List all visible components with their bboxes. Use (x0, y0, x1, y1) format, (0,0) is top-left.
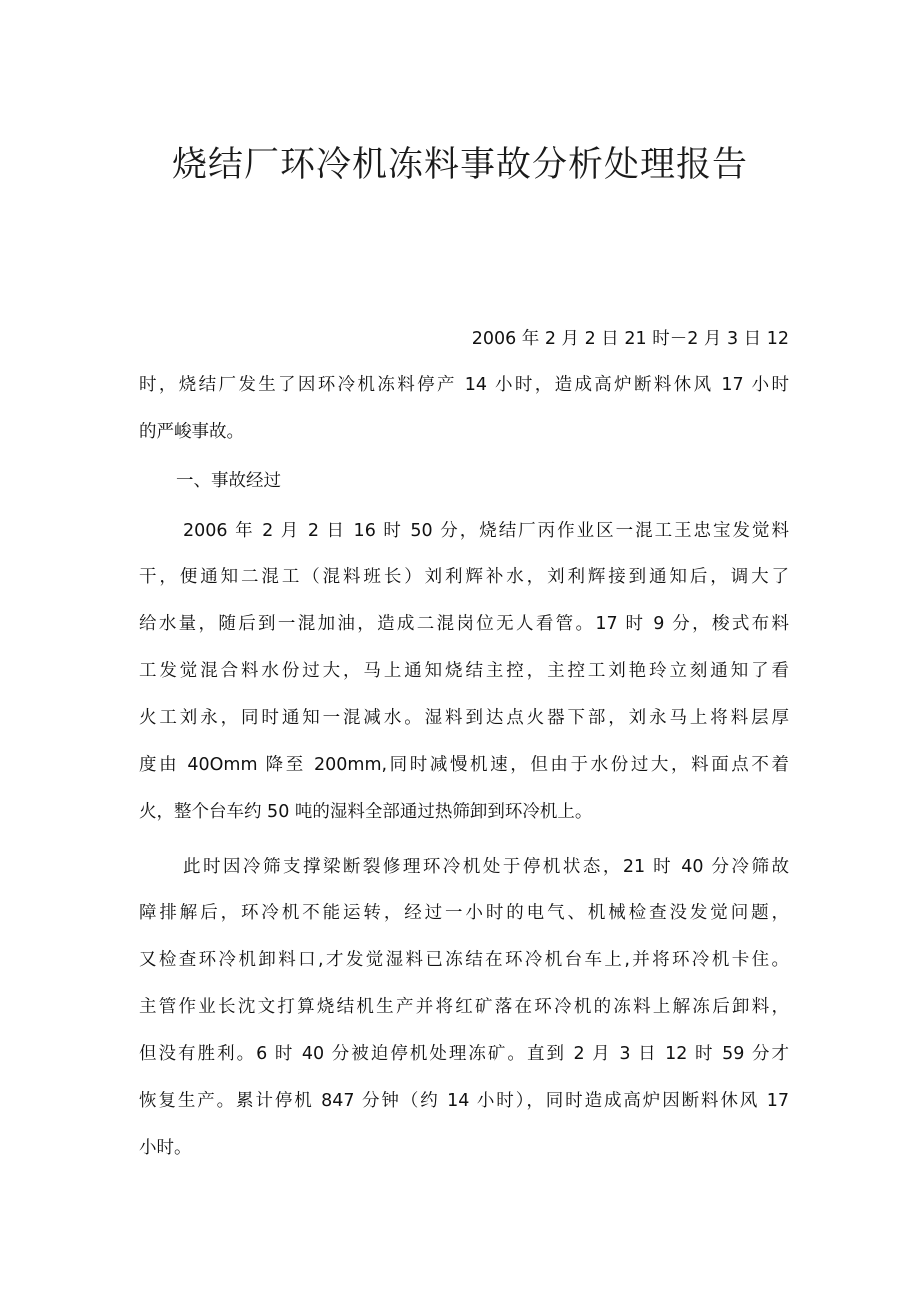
section1-heading: 一、事故经过 (176, 471, 281, 491)
intro-line-2: 时，烧结厂发生了因环冷机冻料停产 14 小时，造成高炉断料休风 17 小时 (139, 375, 789, 395)
intro-line-3: 的严峻事故。 (139, 422, 244, 442)
para2-line-1: 此时因冷筛支撑梁断裂修理环冷机处于停机状态，21 时 40 分冷筛故 (183, 857, 789, 877)
para1-line-2: 干，便通知二混工（混料班长）刘利辉补水，刘利辉接到通知后，调大了 (139, 567, 789, 587)
para2-line-6: 恢复生产。累计停机 847 分钟（约 14 小时），同时造成高炉因断料休风 17 (139, 1091, 789, 1111)
para1-line-6: 度由 40Omm 降至 200mm,同时减慢机速，但由于水份过大，料面点不着 (139, 755, 789, 775)
para1-line-1: 2006 年 2 月 2 日 16 时 50 分，烧结厂丙作业区一混工王忠宝发觉料 (183, 521, 789, 541)
para2-line-5: 但没有胜利。6 时 40 分被迫停机处理冻矿。直到 2 月 3 日 12 时 59 分才 (139, 1044, 789, 1064)
para1-line-3: 给水量，随后到一混加油，造成二混岗位无人看管。17 时 9 分，梭式布料 (139, 614, 789, 634)
intro-line-1: 2006 年 2 月 2 日 21 时－2 月 3 日 12 (471, 329, 789, 349)
para2-line-7: 小时。 (139, 1138, 192, 1158)
para2-line-4: 主管作业长沈文打算烧结机生产并将红矿落在环冷机的冻料上解冻后卸料， (139, 997, 789, 1017)
document-title: 烧结厂环冷机冻料事故分析处理报告 (171, 145, 748, 185)
para1-line-7: 火，整个台车约 50 吨的湿料全部通过热筛卸到环冷机上。 (139, 802, 593, 822)
para1-line-4: 工发觉混合料水份过大，马上通知烧结主控，主控工刘艳玲立刻通知了看 (139, 661, 789, 681)
para2-line-2: 障排解后，环冷机不能运转，经过一小时的电气、机械检查没发觉问题， (139, 903, 789, 923)
para2-line-3: 又检查环冷机卸料口,才发觉湿料已冻结在环冷机台车上,并将环冷机卡住。 (139, 950, 789, 970)
para1-line-5: 火工刘永，同时通知一混减水。湿料到达点火器下部，刘永马上将料层厚 (139, 708, 789, 728)
